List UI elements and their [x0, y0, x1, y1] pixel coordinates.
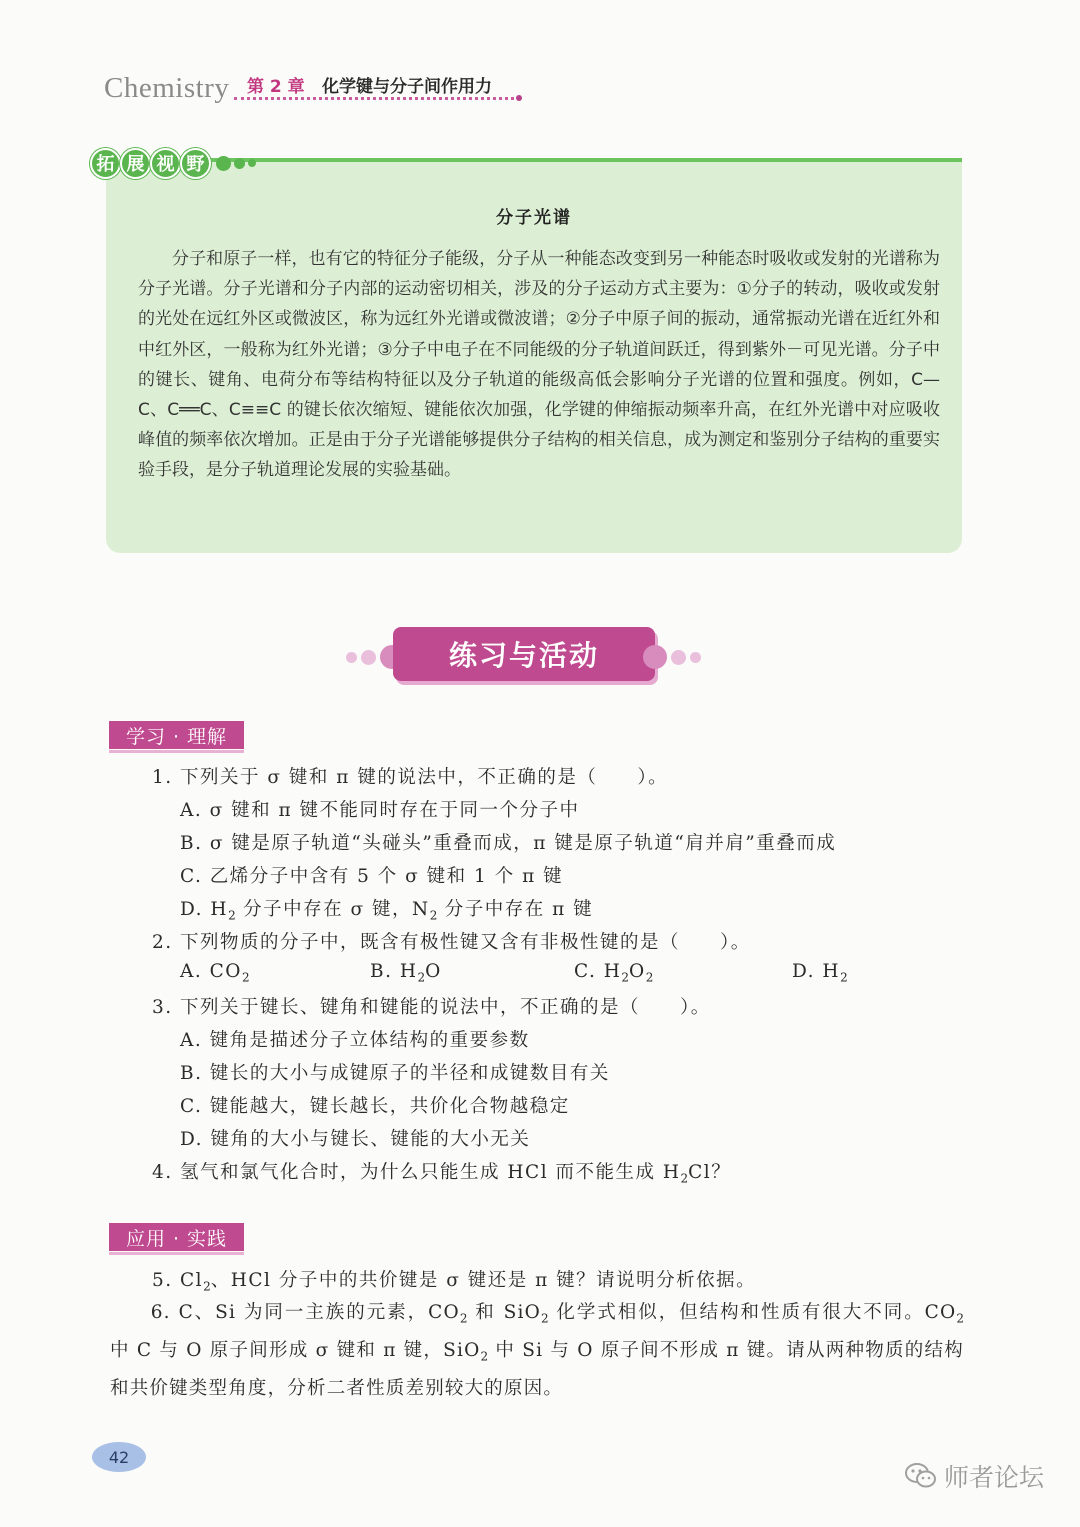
banner-dot	[361, 650, 376, 665]
question-3-option-a: A. 键角是描述分子立体结构的重要参数	[180, 1030, 530, 1051]
tag-char: 拓	[90, 148, 121, 179]
section-tag-learn: 学习 · 理解	[109, 721, 244, 749]
question-3-option-b: B. 键长的大小与成键原子的半径和成键数目有关	[180, 1063, 610, 1084]
tag-char: 视	[150, 148, 181, 179]
question-3-option-d: D. 键角的大小与键长、键能的大小无关	[180, 1129, 531, 1150]
question-2-stem: 2. 下列物质的分子中，既含有极性键又含有非极性键的是（ ）。	[152, 932, 751, 953]
banner-dots-right	[641, 645, 703, 669]
watermark-text: 师者论坛	[944, 1463, 1045, 1492]
tag-char: 展	[120, 148, 151, 179]
question-6: 6. C、Si 为同一主族的元素，$CO_2$ 和 SiO$_2$ 化学式相似，但结构和性质有很大不同。$CO_2$ 中 C 与 O 原子间形成 σ 键和 π 键，SiO$_2$ 中 Si 与 O 原子间不形成 π 键。请从两种物质的结构和共价键类型角度，分析二者性质差别较大的原因。	[110, 1302, 965, 1400]
banner-dot	[690, 652, 701, 663]
banner-dot	[643, 645, 667, 669]
extended-view-tag	[90, 144, 256, 182]
header-rule-dot	[516, 95, 522, 101]
extended-view-body	[138, 244, 940, 486]
tag-dot	[248, 159, 256, 167]
extended-view-paragraph: 分子和原子一样，也有它的特征分子能级，分子从一种能态改变到另一种能态时吸收或发射的光谱称为分子光谱。分子光谱和分子内部的运动密切相关，涉及的分子运动方式主要为：①分子的转动，吸收或发射的光处在远红外区或微波区，称为远红外光谱或微波谱；②分子中原子间的振动，通常振动光谱在近红外和中红外区，一般称为红外光谱；③分子中电子在不同能级的分子轨道间跃迁，得到紫外－可见光谱。分子中的键长、键角、电荷分布等结构特征以及分子轨道的能级高低会影响分子光谱的位置和强度。例如，C—C、C══C、C≡≡C 的键长依次缩短、键能依次加强，化学键的伸缩振动频率升高，在红外光谱中对应吸收峰值的频率依次增加。正是由于分子光谱能够提供分子结构的相关信息，成为测定和鉴别分子结构的重要实验手段，是分子轨道理论发展的实验基础。	[138, 249, 940, 481]
exercise-banner: 练习与活动	[393, 627, 655, 681]
question-1-option-b: B. σ 键是原子轨道“头碰头”重叠而成，π 键是原子轨道“肩并肩”重叠而成	[180, 833, 837, 854]
header-dotted-rule	[234, 97, 520, 100]
question-3-option-c: C. 键能越大，键长越长，共价化合物越稳定	[180, 1096, 570, 1117]
tag-dot	[216, 156, 231, 171]
wechat-icon	[904, 1461, 938, 1491]
question-2-option-c: C. $H_2O_2$	[574, 961, 654, 985]
banner-dot	[346, 652, 357, 663]
chapter-number: 第 2 章	[247, 77, 305, 97]
extended-view-title: 分子光谱	[496, 208, 572, 228]
question-1-option-c: C. 乙烯分子中含有 5 个 σ 键和 1 个 π 键	[180, 866, 564, 887]
watermark	[904, 1456, 1044, 1496]
question-2-option-d: D. $H_2$	[792, 961, 848, 985]
question-1-option-d: D. $H_2$ 分子中存在 σ 键，$N_2$ 分子中存在 π 键	[180, 899, 594, 923]
banner-dot	[671, 650, 686, 665]
chapter-title: 化学键与分子间作用力	[322, 77, 492, 97]
subject-brand: Chemistry	[104, 72, 230, 104]
question-1-option-a: A. σ 键和 π 键不能同时存在于同一个分子中	[180, 800, 580, 821]
question-4: 4. 氢气和氯气化合时，为什么只能生成 HCl 而不能生成 $H_2Cl$？	[152, 1162, 732, 1186]
section-tag-apply: 应用 · 实践	[109, 1223, 244, 1251]
question-3-stem: 3. 下列关于键长、键角和键能的说法中，不正确的是（ ）。	[152, 997, 711, 1018]
tag-dot	[234, 158, 245, 169]
question-2-option-a: A. $CO_2$	[180, 961, 250, 985]
tag-char: 野	[180, 148, 211, 179]
page-number: 42	[92, 1442, 146, 1472]
question-1-stem: 1. 下列关于 σ 键和 π 键的说法中，不正确的是（ ）。	[152, 767, 669, 788]
extended-view-topline	[206, 158, 962, 162]
question-2-option-b: B. $H_2O$	[370, 961, 442, 985]
question-5: 5. $Cl_2$、HCl 分子中的共价键是 σ 键还是 π 键？请说明分析依据。	[152, 1270, 757, 1294]
